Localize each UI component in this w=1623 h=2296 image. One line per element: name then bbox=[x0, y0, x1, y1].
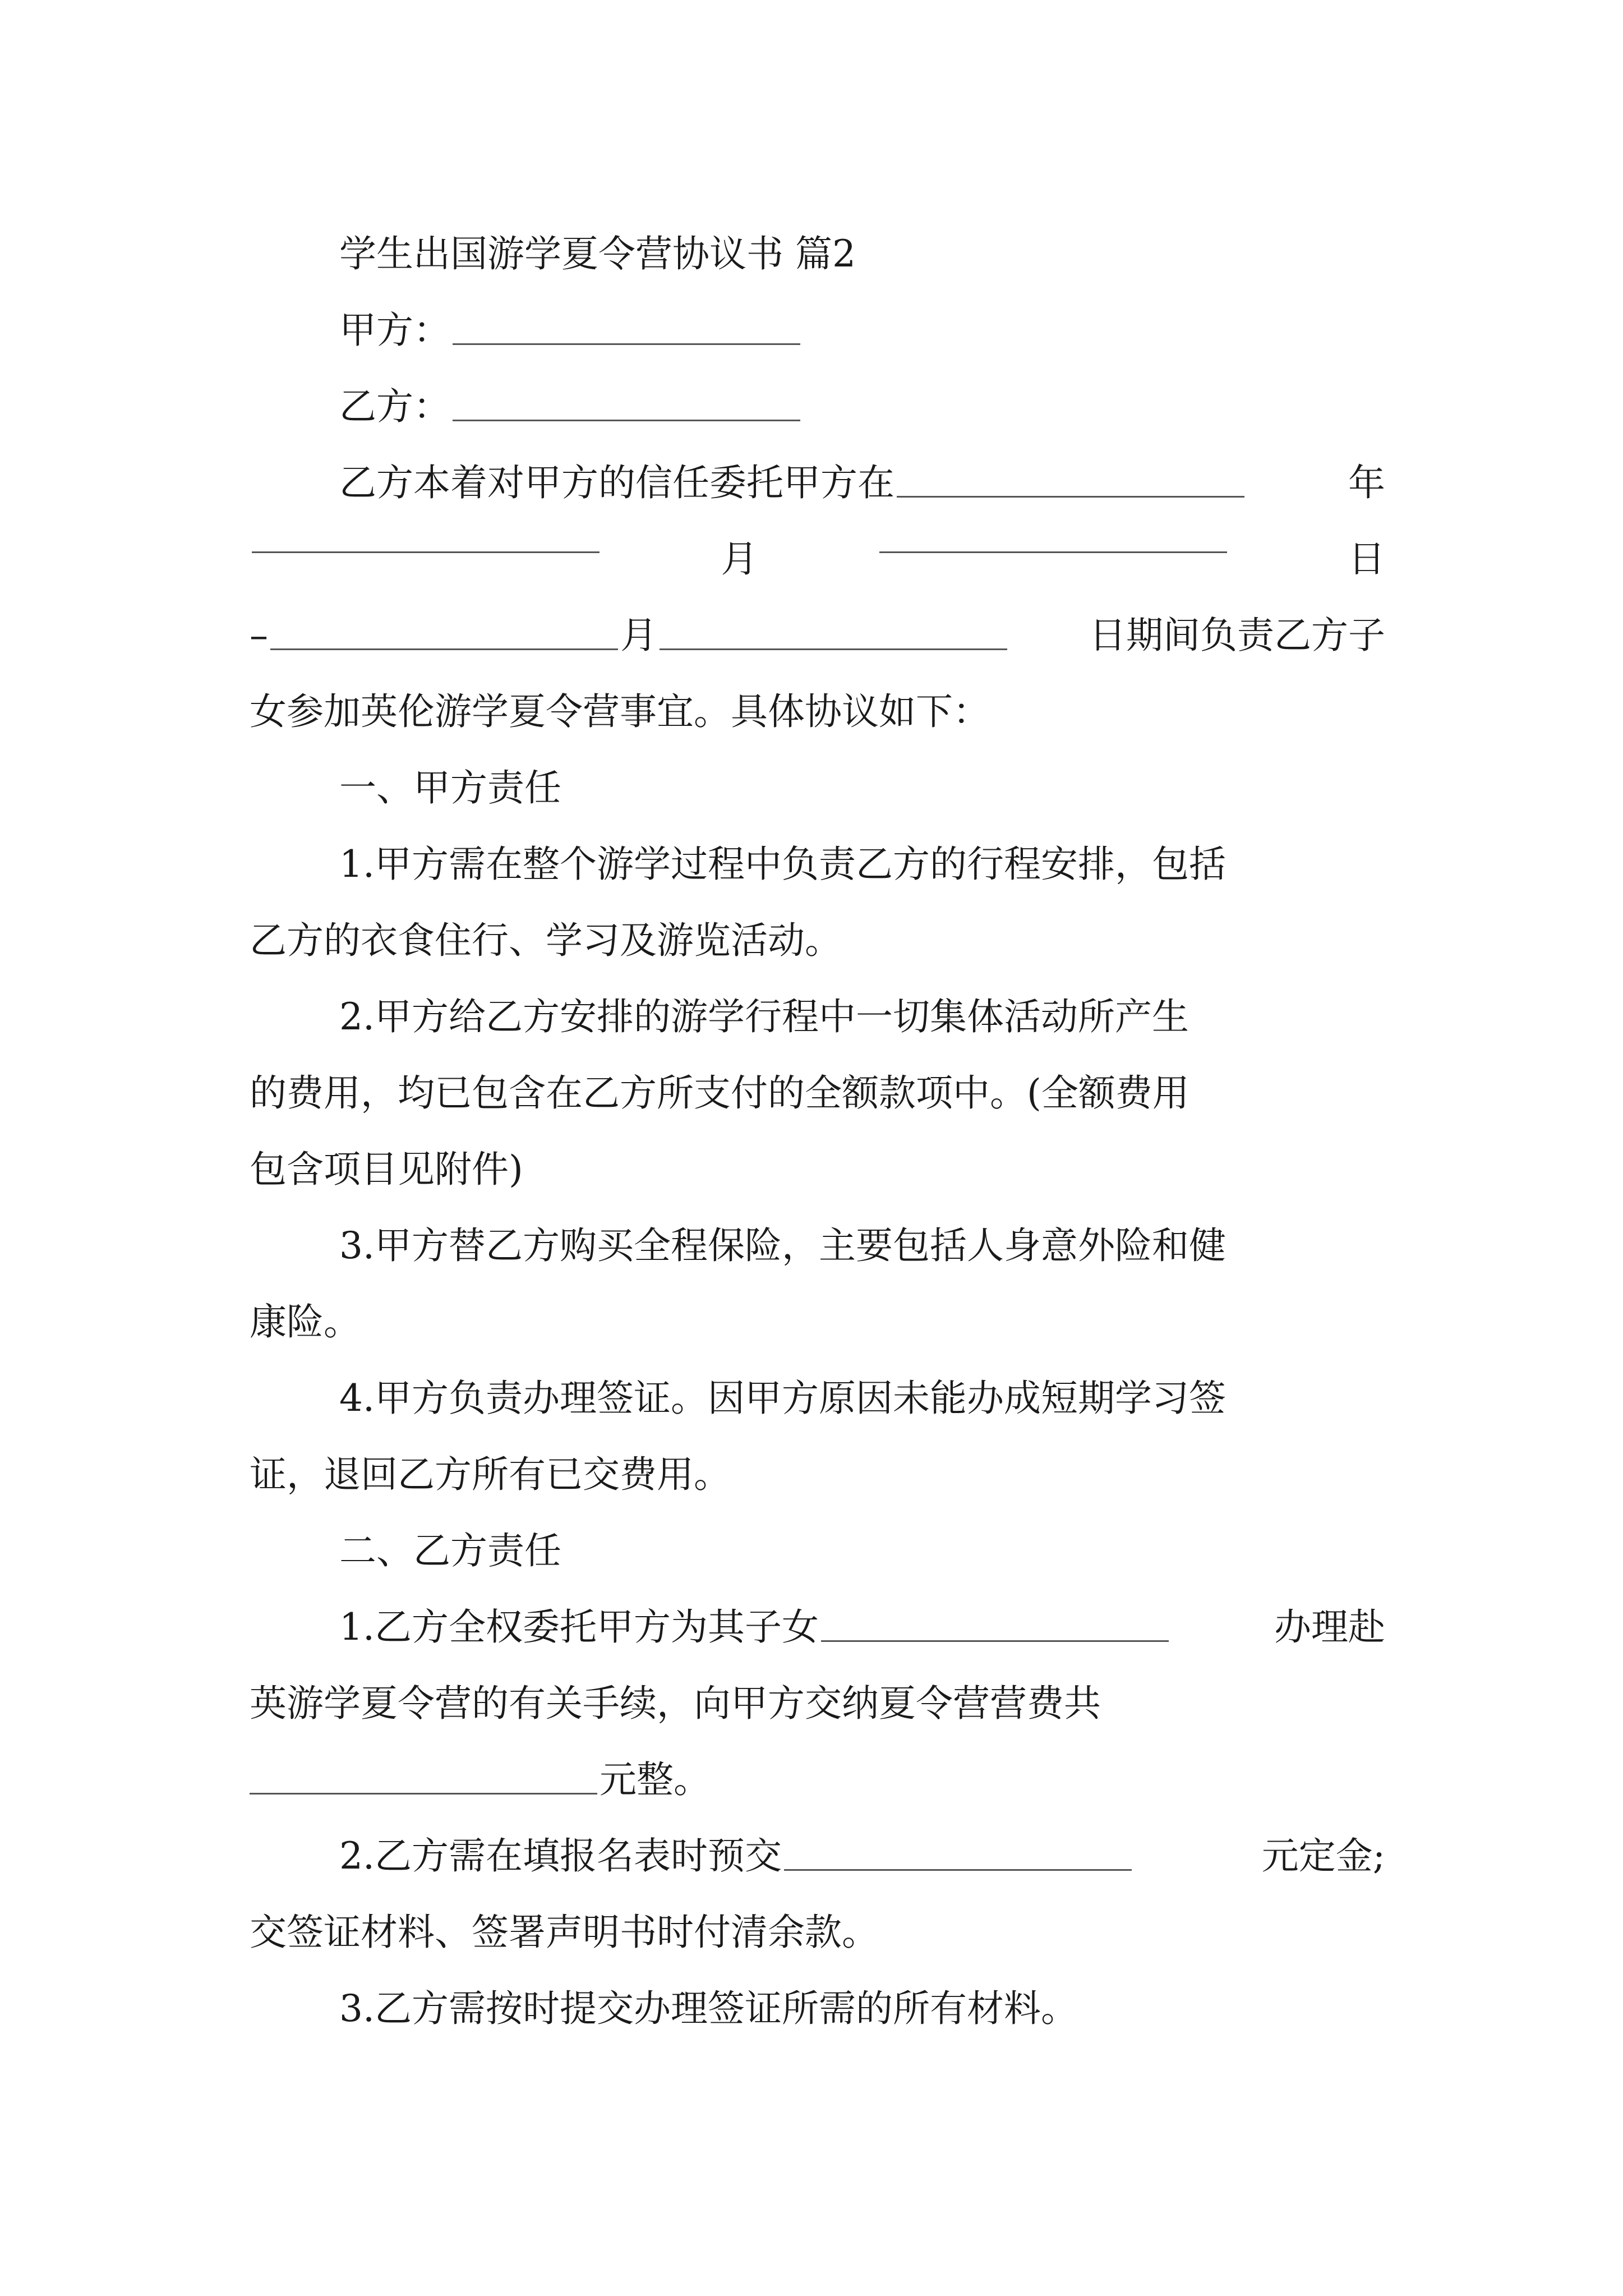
section-1-heading bbox=[250, 750, 1385, 826]
intro-blank-5 bbox=[660, 615, 1007, 650]
s2-item3-text-1: 3.乙方需按时提交办理签证所需的所有材料。 bbox=[339, 1987, 1078, 2030]
document-title bbox=[250, 216, 1385, 292]
section-2-heading bbox=[250, 1513, 1385, 1589]
s1-item4-text-2: 证，退回乙方所有已交费用。 bbox=[250, 1453, 731, 1496]
s2-item1-blank-fee bbox=[250, 1759, 597, 1795]
section-1-heading-text: 一、甲方责任 bbox=[339, 766, 561, 809]
s2-item1-text-3: 元整。 bbox=[600, 1758, 711, 1801]
intro-blank-2 bbox=[252, 518, 600, 553]
s2-item1-line1 bbox=[250, 1589, 1385, 1665]
s2-item2-line1 bbox=[250, 1818, 1385, 1894]
intro-line-1 bbox=[250, 445, 1385, 521]
s1-item4-line2 bbox=[250, 1437, 1385, 1513]
title-text: 学生出国游学夏令营协议书 篇2 bbox=[339, 232, 856, 275]
intro-text: 乙方本着对甲方的信任委托甲方在 bbox=[339, 461, 895, 504]
s1-item1-line2 bbox=[250, 903, 1385, 979]
intro-month-2: 月 bbox=[620, 614, 657, 657]
section-2-heading-text: 二、乙方责任 bbox=[339, 1529, 561, 1572]
party-b-line bbox=[250, 369, 1385, 445]
s1-item3-text-1: 3.甲方替乙方购买全程保险，主要包括人身意外险和健 bbox=[339, 1224, 1226, 1267]
s1-item2-text-2: 的费用，均已包含在乙方所支付的全额款项中。(全额费用 bbox=[250, 1071, 1189, 1115]
s2-item2-line2 bbox=[250, 1894, 1385, 1971]
s2-item1-text-1a: 1.乙方全权委托甲方为其子女 bbox=[339, 1605, 819, 1649]
party-b-label: 乙方： bbox=[339, 385, 450, 428]
s2-item2-blank-deposit bbox=[784, 1835, 1132, 1871]
intro-line-3 bbox=[250, 597, 1385, 674]
document-body bbox=[250, 216, 1385, 2047]
intro-month-1: 月 bbox=[721, 537, 758, 581]
party-a-blank bbox=[453, 310, 800, 345]
s2-item2-text-2: 交签证材料、签署声明书时付清余款。 bbox=[250, 1911, 879, 1954]
intro-text-3: 女参加英伦游学夏令营事宜。具体协议如下： bbox=[250, 690, 990, 733]
intro-day-1: 日 bbox=[1348, 537, 1385, 581]
s1-item1-line1 bbox=[250, 826, 1385, 903]
s1-item1-text-1: 1.甲方需在整个游学过程中负责乙方的行程安排，包括 bbox=[339, 843, 1226, 886]
intro-blank-4 bbox=[270, 615, 618, 650]
intro-text-2: 日期间负责乙方子 bbox=[1089, 614, 1385, 657]
s1-item2-text-3: 包含项目见附件) bbox=[250, 1148, 523, 1191]
party-b-blank bbox=[453, 386, 800, 421]
s2-item3-line1 bbox=[250, 1971, 1385, 2047]
intro-blank-1 bbox=[897, 462, 1244, 498]
s1-item4-line1 bbox=[250, 1360, 1385, 1437]
intro-dash: – bbox=[250, 614, 268, 657]
party-a-label: 甲方： bbox=[339, 309, 450, 352]
s2-item1-line2 bbox=[250, 1665, 1385, 1742]
s2-item1-line3 bbox=[250, 1742, 1385, 1818]
s1-item2-line1 bbox=[250, 979, 1385, 1055]
s1-item3-line2 bbox=[250, 1284, 1385, 1360]
s2-item1-blank-child bbox=[821, 1607, 1169, 1642]
s2-item2-text-1a: 2.乙方需在填报名表时预交 bbox=[339, 1834, 782, 1878]
s1-item3-line1 bbox=[250, 1208, 1385, 1284]
intro-line-2 bbox=[250, 521, 1385, 597]
s2-item1-text-1b: 办理赴 bbox=[1274, 1605, 1385, 1649]
s1-item4-text-1: 4.甲方负责办理签证。因甲方原因未能办成短期学习签 bbox=[339, 1377, 1226, 1420]
intro-line-4 bbox=[250, 674, 1385, 750]
s1-item2-text-1: 2.甲方给乙方安排的游学行程中一切集体活动所产生 bbox=[339, 995, 1189, 1038]
s1-item1-text-2: 乙方的衣食住行、学习及游览活动。 bbox=[250, 919, 842, 962]
s1-item3-text-2: 康险。 bbox=[250, 1300, 361, 1343]
intro-blank-3 bbox=[879, 518, 1227, 553]
party-a-line bbox=[250, 292, 1385, 369]
s1-item2-line2 bbox=[250, 1055, 1385, 1131]
s1-item2-line3 bbox=[250, 1131, 1385, 1208]
s2-item1-text-2: 英游学夏令营的有关手续，向甲方交纳夏令营营费共 bbox=[250, 1682, 1101, 1725]
s2-item2-text-1b: 元定金; bbox=[1261, 1834, 1385, 1878]
intro-year: 年 bbox=[1348, 461, 1385, 504]
